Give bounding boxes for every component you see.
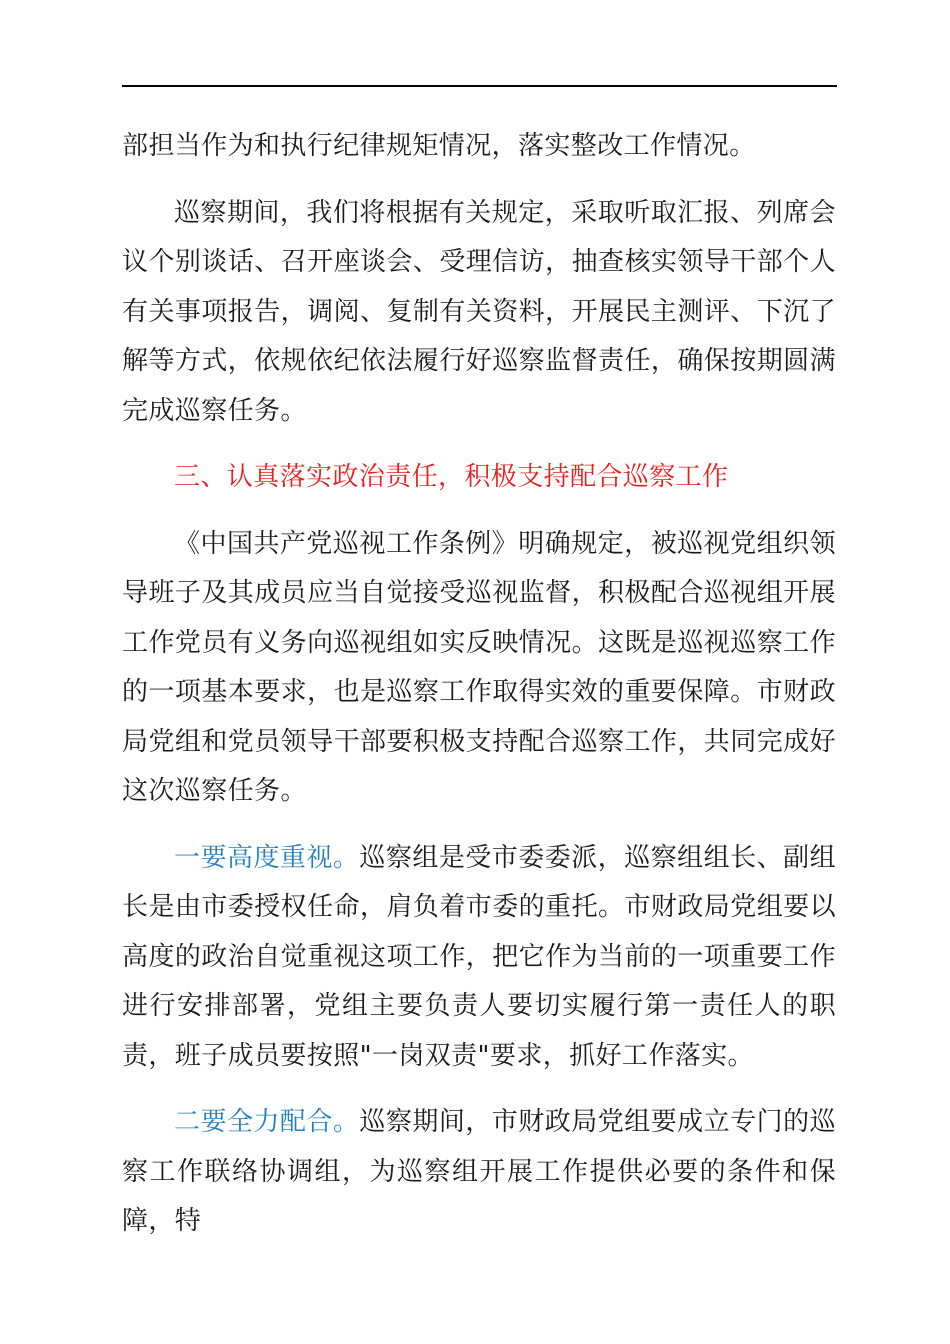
paragraph-inspection-methods: 巡察期间，我们将根据有关规定，采取听取汇报、列席会议个别谈话、召开座谈会、受理信访，抽查核实领导干部个人有关事项报告，调阅、复制有关资料，开展民主测评、下沉了解等方式，依规依纪依法履行好巡察监督责任，确保按期圆满完成巡察任务。 bbox=[122, 197, 836, 426]
paragraph-regulations: 《中国共产党巡视工作条例》明确规定，被巡视党组织领导班子及其成员应当自觉接受巡视监督，积极配合巡视组开展工作党员有义务向巡视组如实反映情况。这既是巡视巡察工作的一项基本要求，也是巡察工作取得实效的重要保障。市财政局党组和党员领导干部要积极支持配合巡察工作，共同完成好这次巡察任务。 bbox=[122, 528, 836, 806]
paragraph-continuation: 部担当作为和执行纪律规矩情况，落实整改工作情况。 bbox=[122, 131, 756, 161]
point-one-text: 巡察组是受市委委派，巡察组组长、副组长是由市委授权任命，肩负着市委的重托。市财政局党组要以高度的政治自觉重视这项工作，把它作为当前的一项重要工作进行安排部署，党组主要负责人要切实履行第一责任人的职责，班子成员要按照"一岗双责"要求，抓好工作落实。 bbox=[122, 842, 836, 1071]
section-heading: 三、认真落实政治责任，积极支持配合巡察工作 bbox=[174, 462, 729, 492]
document-body bbox=[122, 122, 836, 1247]
point-one-lead: 一要高度重视。 bbox=[174, 842, 360, 873]
point-two-lead: 二要全力配合。 bbox=[174, 1107, 360, 1137]
paragraph-point-two bbox=[122, 1098, 836, 1247]
point-two-text: 巡察期间，市财政局党组要成立专门的巡察工作联络协调组，为巡察组开展工作提供必要的条件和保障，特 bbox=[122, 1107, 836, 1236]
header-rule bbox=[122, 85, 837, 87]
paragraph-point-one bbox=[122, 834, 836, 1082]
